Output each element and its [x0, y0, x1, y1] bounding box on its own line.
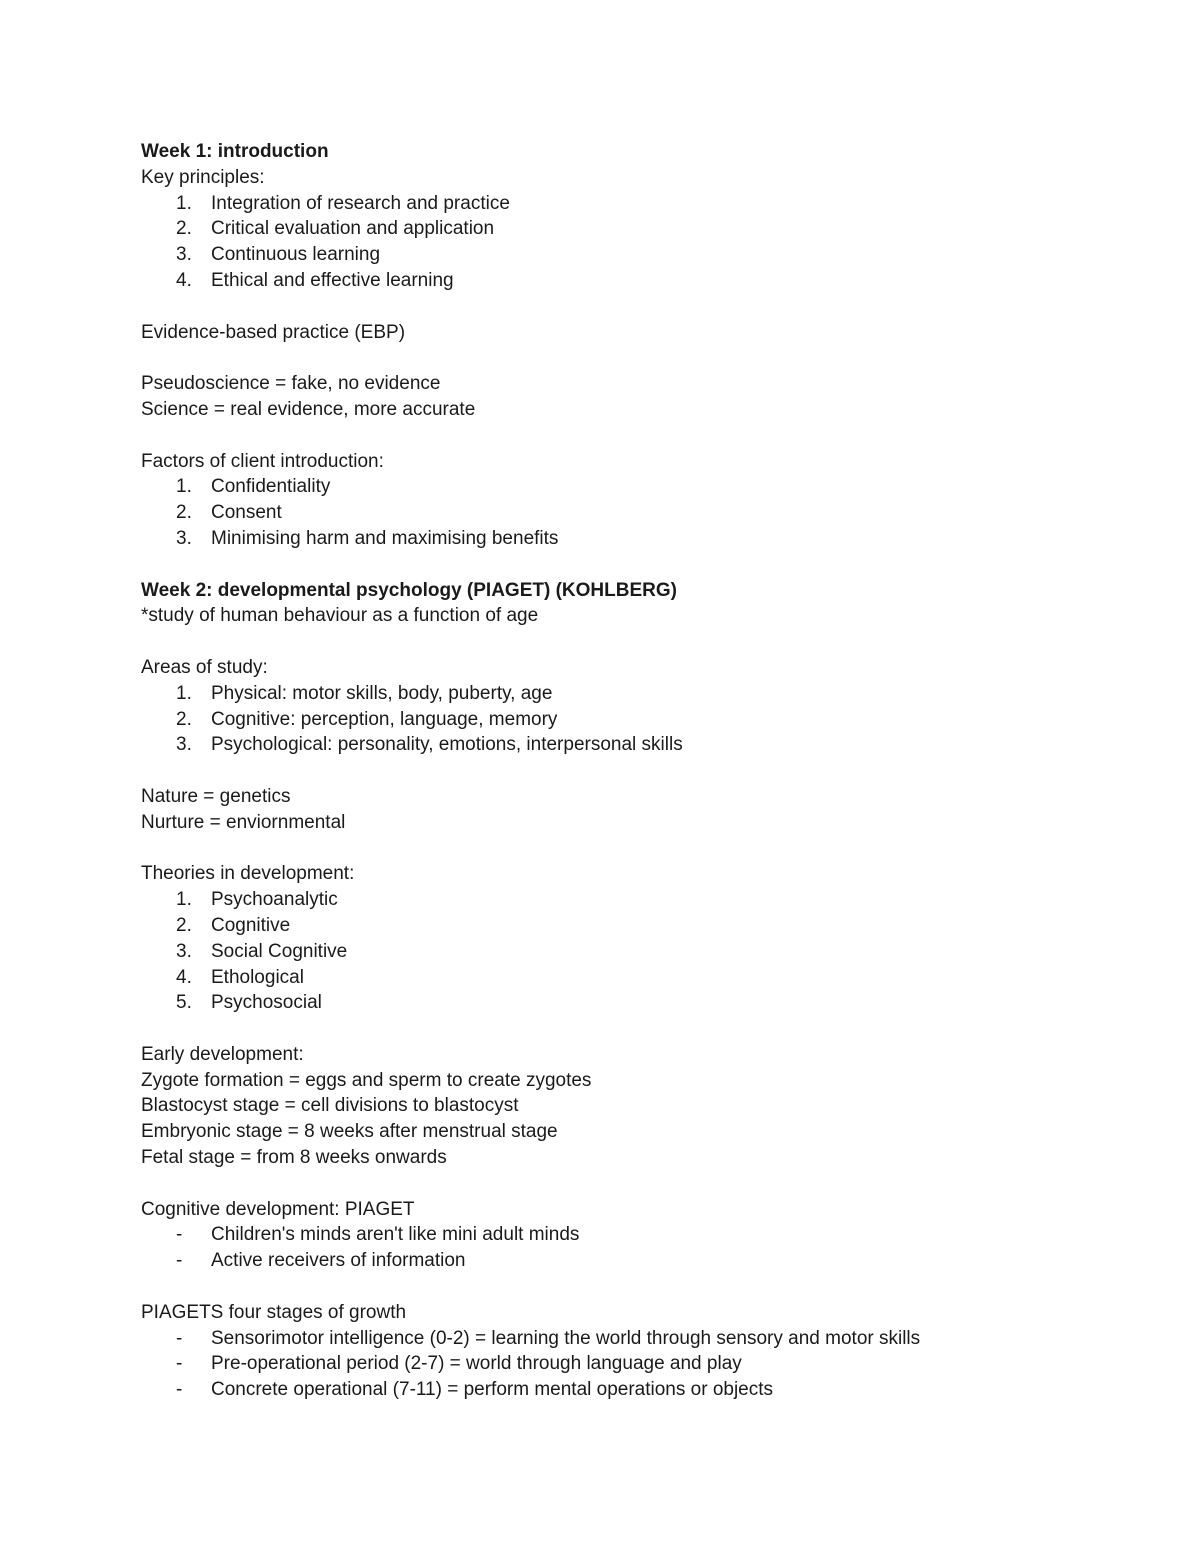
- week1-heading: Week 1: introduction: [141, 141, 329, 162]
- list-marker: 5.: [176, 992, 192, 1014]
- week2-heading: Week 2: developmental psychology (PIAGET) (KOHLBERG): [141, 579, 677, 601]
- blank-line: [141, 758, 1121, 784]
- list-item-text: Integration of research and practice: [211, 192, 510, 214]
- list-item-text: Continuous learning: [211, 244, 381, 266]
- list-item: [141, 939, 1121, 965]
- ebp-line: Evidence-based practice (EBP): [141, 321, 406, 343]
- blank-line: [141, 552, 1121, 578]
- early-development-line: Blastocyst stage = cell divisions to blastocyst: [141, 1095, 519, 1117]
- blank-line: [141, 1274, 1121, 1300]
- list-item-text: Minimising harm and maximising benefits: [211, 527, 559, 549]
- list-item-text: Critical evaluation and application: [211, 218, 495, 240]
- list-item-text: Cognitive: perception, language, memory: [211, 708, 558, 730]
- list-marker: 2.: [176, 502, 192, 524]
- key-principles-label: Key principles:: [141, 166, 265, 188]
- list-item: [141, 216, 1121, 242]
- definition-line: *study of human behaviour as a function of age: [141, 605, 539, 627]
- list-marker: 2.: [176, 218, 192, 240]
- list-item: [141, 1351, 1121, 1377]
- list-item-text: Cognitive: [211, 914, 291, 936]
- stages-label: PIAGETS four stages of growth: [141, 1301, 407, 1323]
- list-marker: 4.: [176, 269, 192, 291]
- nature-line: Nature = genetics: [141, 785, 291, 807]
- early-development-label: Early development:: [141, 1043, 304, 1065]
- list-item: [141, 268, 1121, 294]
- list-item: [141, 1326, 1121, 1352]
- early-development-line: Embryonic stage = 8 weeks after menstrual stage: [141, 1121, 558, 1143]
- blank-line: [141, 629, 1121, 655]
- document-page: [141, 139, 1121, 1403]
- list-item: [141, 913, 1121, 939]
- list-marker: 4.: [176, 966, 192, 988]
- list-marker: -: [176, 1224, 183, 1246]
- piaget-label: Cognitive development: PIAGET: [141, 1198, 415, 1220]
- list-marker: 1.: [176, 192, 192, 214]
- list-item-text: Social Cognitive: [211, 940, 348, 962]
- list-item-text: Ethological: [211, 966, 304, 988]
- list-item-text: Consent: [211, 502, 282, 524]
- list-item: [141, 732, 1121, 758]
- list-item-text: Pre-operational period (2-7) = world through language and play: [211, 1353, 742, 1375]
- blank-line: [141, 1016, 1121, 1042]
- list-marker: 1.: [176, 682, 192, 704]
- early-development-line: Fetal stage = from 8 weeks onwards: [141, 1147, 447, 1169]
- list-item: [141, 1377, 1121, 1403]
- nurture-line: Nurture = enviornmental: [141, 811, 346, 833]
- list-item-text: Active receivers of information: [211, 1250, 466, 1272]
- list-item: [141, 887, 1121, 913]
- blank-line: [141, 1171, 1121, 1197]
- list-marker: -: [176, 1379, 183, 1401]
- list-item: [141, 500, 1121, 526]
- list-marker: 1.: [176, 889, 192, 911]
- areas-label: Areas of study:: [141, 656, 268, 678]
- list-marker: 1.: [176, 476, 192, 498]
- pseudoscience-line: Pseudoscience = fake, no evidence: [141, 373, 441, 395]
- list-item: [141, 474, 1121, 500]
- list-marker: 2.: [176, 914, 192, 936]
- list-item: [141, 990, 1121, 1016]
- list-item-text: Psychoanalytic: [211, 889, 338, 911]
- list-marker: 3.: [176, 527, 192, 549]
- list-item: [141, 1248, 1121, 1274]
- blank-line: [141, 836, 1121, 862]
- list-marker: -: [176, 1327, 183, 1349]
- list-item: [141, 681, 1121, 707]
- list-item-text: Ethical and effective learning: [211, 269, 454, 291]
- science-line: Science = real evidence, more accurate: [141, 398, 476, 420]
- list-marker: 3.: [176, 940, 192, 962]
- list-marker: 3.: [176, 244, 192, 266]
- list-marker: 3.: [176, 734, 192, 756]
- list-item-text: Psychological: personality, emotions, interpersonal skills: [211, 734, 683, 756]
- list-item-text: Psychosocial: [211, 992, 322, 1014]
- blank-line: [141, 345, 1121, 371]
- client-factors-label: Factors of client introduction:: [141, 450, 384, 472]
- blank-line: [141, 294, 1121, 320]
- list-marker: -: [176, 1250, 183, 1272]
- list-item-text: Confidentiality: [211, 476, 331, 498]
- list-item: [141, 191, 1121, 217]
- list-item-text: Physical: motor skills, body, puberty, age: [211, 682, 553, 704]
- list-item-text: Concrete operational (7-11) = perform mental operations or objects: [211, 1379, 774, 1401]
- list-item: [141, 1222, 1121, 1248]
- list-item: [141, 242, 1121, 268]
- blank-line: [141, 423, 1121, 449]
- list-item-text: Children's minds aren't like mini adult minds: [211, 1224, 580, 1246]
- list-marker: 2.: [176, 708, 192, 730]
- list-item: [141, 707, 1121, 733]
- list-item: [141, 526, 1121, 552]
- theories-label: Theories in development:: [141, 863, 355, 885]
- list-item: [141, 965, 1121, 991]
- list-marker: -: [176, 1353, 183, 1375]
- list-item-text: Sensorimotor intelligence (0-2) = learning the world through sensory and motor skills: [211, 1327, 921, 1349]
- early-development-line: Zygote formation = eggs and sperm to create zygotes: [141, 1069, 592, 1091]
